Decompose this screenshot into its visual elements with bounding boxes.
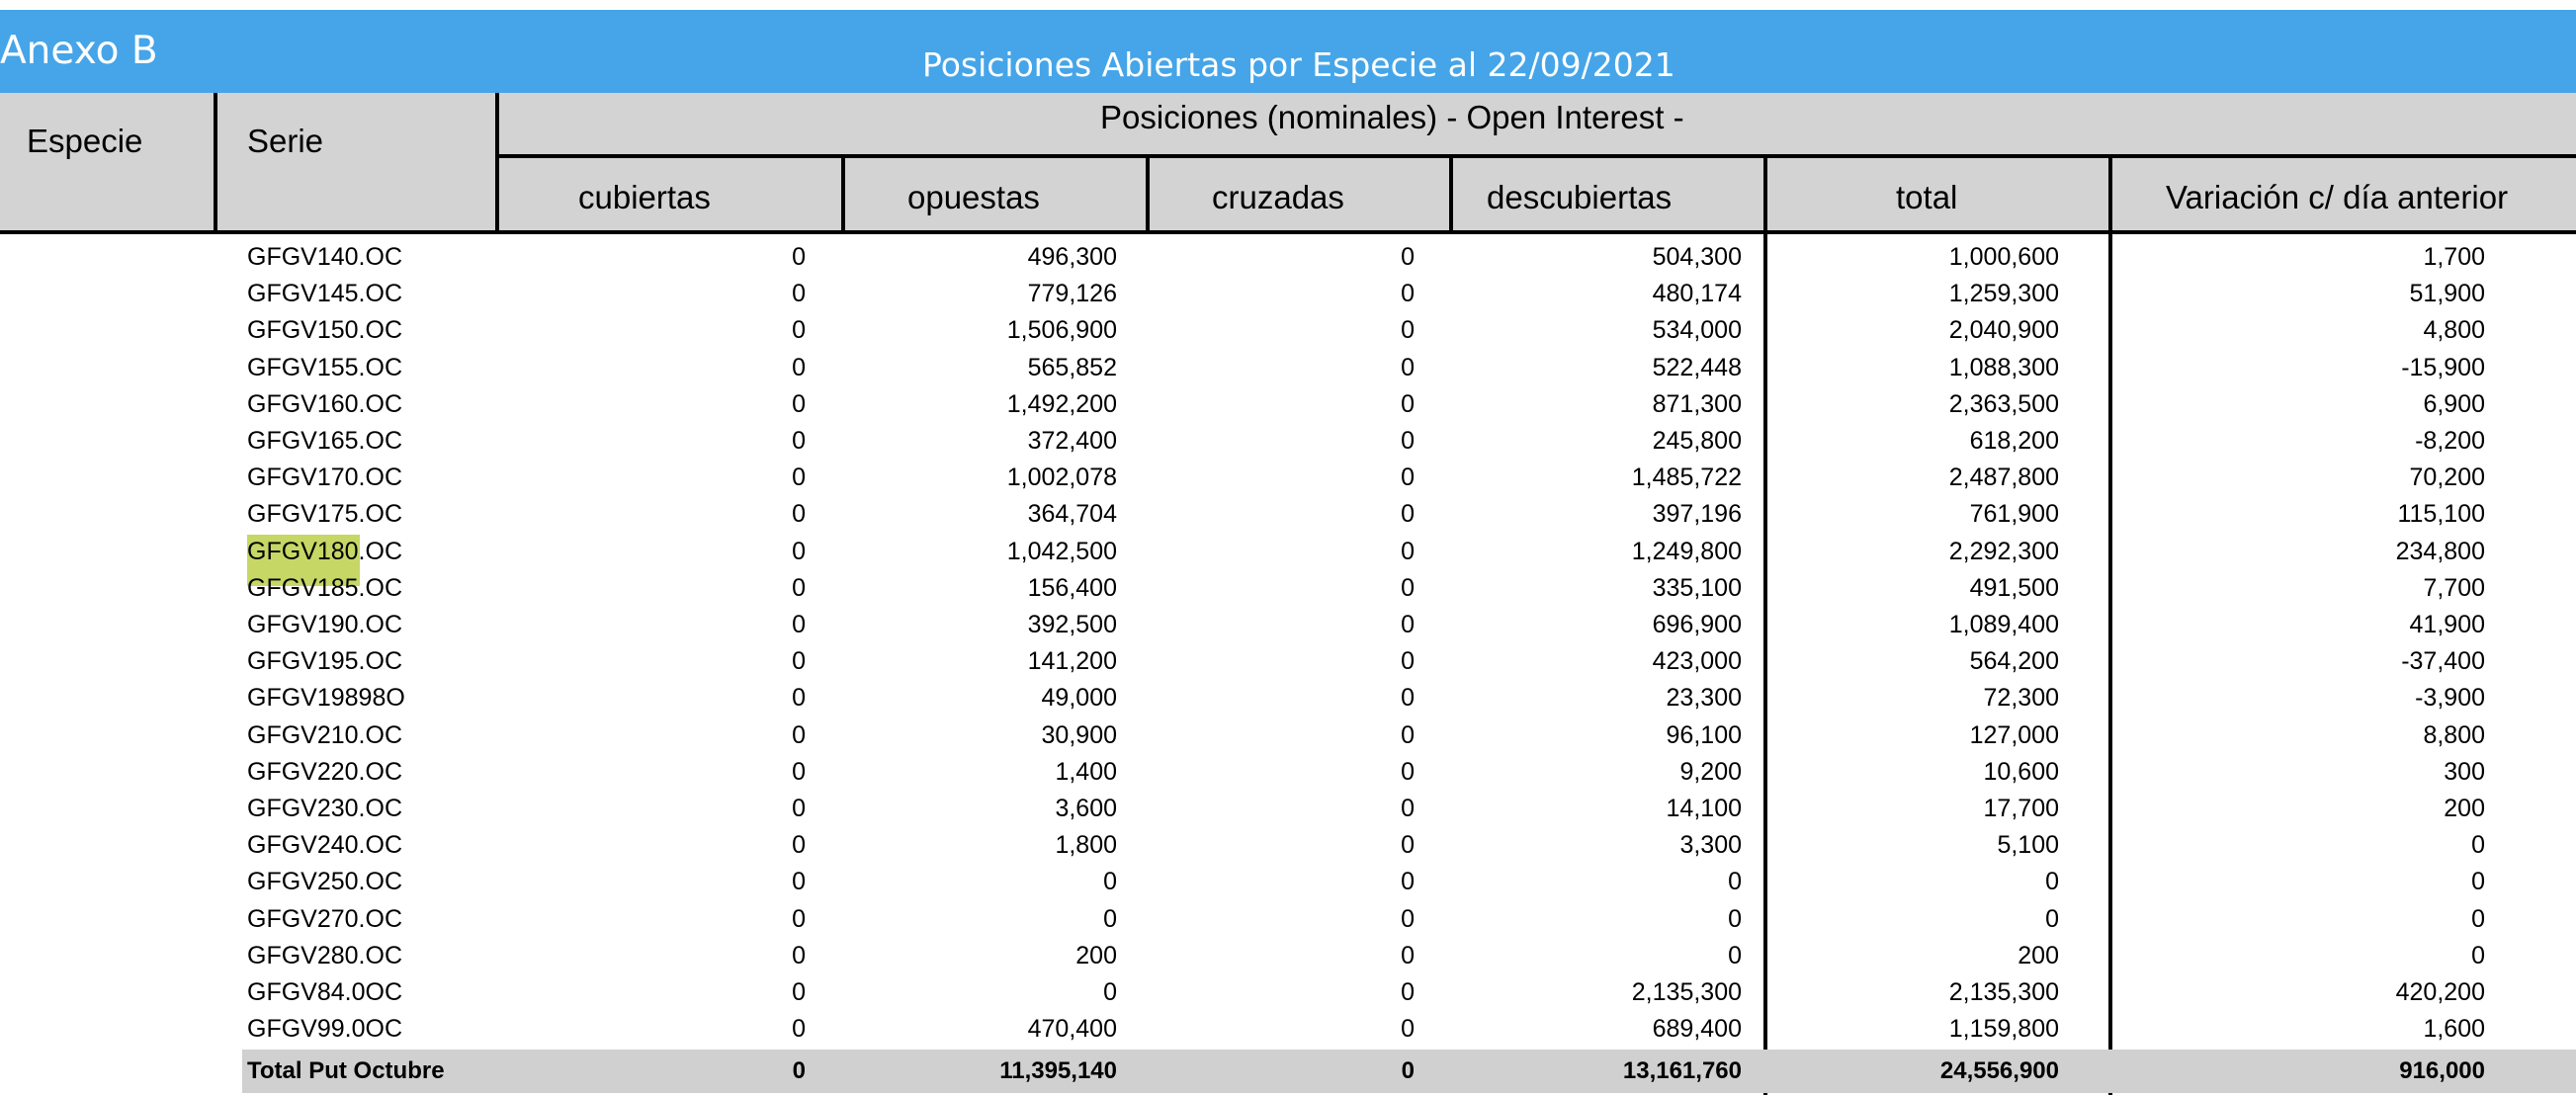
- opuestas-cell: 0: [1103, 978, 1117, 1006]
- descubiertas-cell: 423,000: [1652, 647, 1742, 676]
- table-row: [0, 460, 2576, 496]
- variacion-cell: 8,800: [2423, 720, 2485, 749]
- col-opuestas: opuestas: [907, 179, 1040, 215]
- serie-cell: GFGV160.OC: [247, 389, 402, 418]
- table-row: [0, 1011, 2576, 1048]
- cruzadas-cell: 0: [1401, 684, 1415, 713]
- descubiertas-cell: 480,174: [1652, 280, 1742, 308]
- header-divider: [1146, 156, 1150, 234]
- variacion-cell: 70,200: [2409, 463, 2485, 492]
- cruzadas-cell: 0: [1401, 500, 1415, 529]
- opuestas-cell: 364,704: [1027, 500, 1117, 529]
- variacion-cell: 1,600: [2423, 1015, 2485, 1044]
- opuestas-cell: 1,002,078: [1006, 463, 1117, 492]
- serie-cell: GFGV230.OC: [247, 795, 402, 822]
- descubiertas-cell: 871,300: [1652, 389, 1742, 418]
- table-row: [0, 386, 2576, 423]
- serie-cell: GFGV220.OC: [247, 757, 402, 786]
- descubiertas-cell: 1,485,722: [1631, 463, 1742, 492]
- table-row: [0, 717, 2576, 754]
- serie-cell: GFGV180.OC: [247, 537, 402, 565]
- cubiertas-cell: 0: [792, 978, 806, 1006]
- table-row: [0, 350, 2576, 386]
- variacion-cell: -15,900: [2401, 353, 2485, 381]
- serie-cell: GFGV195.OC: [247, 647, 402, 676]
- cruzadas-cell: 0: [1401, 868, 1415, 896]
- descubiertas-cell: 335,100: [1652, 573, 1742, 602]
- descubiertas-cell: 245,800: [1652, 427, 1742, 455]
- header-divider: [2108, 156, 2112, 234]
- opuestas-cell: 392,500: [1027, 611, 1117, 638]
- serie-cell: GFGV155.OC: [247, 353, 402, 381]
- cubiertas-cell: 0: [792, 684, 806, 713]
- variacion-cell: -8,200: [2415, 427, 2485, 455]
- serie-cell: GFGV250.OC: [247, 868, 402, 896]
- table-row: [0, 791, 2576, 827]
- cubiertas-cell: 0: [792, 611, 806, 638]
- cruzadas-cell: 0: [1401, 427, 1415, 455]
- descubiertas-cell: 397,196: [1652, 500, 1742, 529]
- serie-cell: GFGV150.OC: [247, 316, 402, 345]
- table-row: [0, 496, 2576, 533]
- variacion-cell: -3,900: [2415, 684, 2485, 713]
- total-cell: 0: [2045, 868, 2059, 896]
- total-cell: 200: [2018, 941, 2059, 969]
- descubiertas-cell: 0: [1728, 868, 1742, 896]
- opuestas-cell: 30,900: [1041, 720, 1117, 749]
- opuestas-cell: 3,600: [1055, 795, 1117, 822]
- page-title: Posiciones Abiertas por Especie al 22/09/2021: [922, 45, 1675, 84]
- total-cell: 72,300: [1983, 684, 2059, 713]
- total-cell: 491,500: [1969, 573, 2059, 602]
- cruzadas-cell: 0: [1401, 280, 1415, 308]
- col-group: Posiciones (nominales) - Open Interest -: [1100, 99, 1684, 135]
- opuestas-cell: 496,300: [1027, 243, 1117, 271]
- total-cell: 2,135,300: [1948, 978, 2059, 1006]
- opuestas-cell: 0: [1103, 904, 1117, 933]
- opuestas-cell: 200: [1075, 941, 1117, 969]
- total-label: Total Put Octubre: [247, 1057, 445, 1084]
- total-cell: 2,487,800: [1948, 463, 2059, 492]
- header-divider: [214, 93, 217, 234]
- serie-cell: GFGV140.OC: [247, 243, 402, 271]
- col-descubiertas: descubiertas: [1487, 179, 1673, 215]
- cubiertas-cell: 0: [792, 280, 806, 308]
- cubiertas-cell: 0: [792, 537, 806, 565]
- total-cell: 17,700: [1983, 795, 2059, 822]
- descubiertas-cell: 0: [1728, 904, 1742, 933]
- serie-cell: GFGV185.OC: [247, 573, 402, 602]
- total-variacion: 916,000: [2399, 1057, 2485, 1084]
- table-row: [0, 974, 2576, 1011]
- variacion-cell: 115,100: [2397, 500, 2485, 529]
- total-cubiertas: 0: [792, 1057, 806, 1084]
- variacion-cell: 300: [2444, 757, 2485, 786]
- descubiertas-cell: 9,200: [1679, 757, 1742, 786]
- cruzadas-cell: 0: [1401, 537, 1415, 565]
- cubiertas-cell: 0: [792, 831, 806, 860]
- opuestas-cell: 372,400: [1027, 427, 1117, 455]
- opuestas-cell: 156,400: [1027, 573, 1117, 602]
- descubiertas-cell: 534,000: [1652, 316, 1742, 345]
- cruzadas-cell: 0: [1401, 463, 1415, 492]
- cruzadas-cell: 0: [1401, 243, 1415, 271]
- serie-cell: GFGV190.OC: [247, 611, 402, 638]
- total-cell: 1,000,600: [1948, 243, 2059, 271]
- cubiertas-cell: 0: [792, 941, 806, 969]
- serie-cell: GFGV99.0OC: [247, 1015, 402, 1044]
- col-especie: Especie: [27, 123, 143, 159]
- variacion-cell: 7,700: [2423, 573, 2485, 602]
- table-row: [0, 901, 2576, 938]
- total-cell: 1,259,300: [1948, 280, 2059, 308]
- table-row: [0, 680, 2576, 716]
- opuestas-cell: 1,400: [1055, 757, 1117, 786]
- total-cell: 1,159,800: [1948, 1015, 2059, 1044]
- total-cell: 10,600: [1983, 757, 2059, 786]
- variacion-cell: 200: [2444, 795, 2485, 822]
- serie-cell: GFGV280.OC: [247, 941, 402, 969]
- serie-cell: GFGV165.OC: [247, 427, 402, 455]
- cruzadas-cell: 0: [1401, 831, 1415, 860]
- descubiertas-cell: 696,900: [1652, 611, 1742, 638]
- total-cell: 0: [2045, 904, 2059, 933]
- descubiertas-cell: 3,300: [1679, 831, 1742, 860]
- serie-cell: GFGV170.OC: [247, 463, 402, 492]
- cubiertas-cell: 0: [792, 1015, 806, 1044]
- total-row: [242, 1050, 2576, 1093]
- cruzadas-cell: 0: [1401, 573, 1415, 602]
- col-cruzadas: cruzadas: [1212, 179, 1344, 215]
- table-row: [0, 754, 2576, 791]
- total-opuestas: 11,395,140: [999, 1057, 1117, 1084]
- cubiertas-cell: 0: [792, 427, 806, 455]
- opuestas-cell: 779,126: [1027, 280, 1117, 308]
- opuestas-cell: 141,200: [1027, 647, 1117, 676]
- serie-cell: GFGV145.OC: [247, 280, 402, 308]
- total-cell: 5,100: [1997, 831, 2059, 860]
- cubiertas-cell: 0: [792, 795, 806, 822]
- variacion-cell: 420,200: [2395, 978, 2485, 1006]
- total-cell: 761,900: [1969, 500, 2059, 529]
- variacion-cell: 51,900: [2409, 280, 2485, 308]
- opuestas-cell: 1,506,900: [1006, 316, 1117, 345]
- cubiertas-cell: 0: [792, 316, 806, 345]
- header-divider: [841, 156, 845, 234]
- cubiertas-cell: 0: [792, 353, 806, 381]
- cubiertas-cell: 0: [792, 389, 806, 418]
- opuestas-cell: 0: [1103, 868, 1117, 896]
- descubiertas-cell: 522,448: [1652, 353, 1742, 381]
- cubiertas-cell: 0: [792, 720, 806, 749]
- total-cell: 618,200: [1969, 427, 2059, 455]
- table-row: [0, 312, 2576, 349]
- serie-cell: GFGV210.OC: [247, 720, 402, 749]
- descubiertas-cell: 2,135,300: [1631, 978, 1742, 1006]
- total-descubiertas: 13,161,760: [1622, 1057, 1742, 1084]
- table-row: [0, 534, 2576, 570]
- table-row: [0, 570, 2576, 607]
- cubiertas-cell: 0: [792, 868, 806, 896]
- descubiertas-cell: 23,300: [1666, 684, 1742, 713]
- col-cubiertas: cubiertas: [578, 179, 711, 215]
- descubiertas-cell: 1,249,800: [1631, 537, 1742, 565]
- descubiertas-cell: 14,100: [1666, 795, 1742, 822]
- opuestas-cell: 1,042,500: [1006, 537, 1117, 565]
- header-divider: [1763, 156, 1767, 234]
- total-total: 24,556,900: [1939, 1057, 2059, 1084]
- cubiertas-cell: 0: [792, 647, 806, 676]
- serie-cell: GFGV240.OC: [247, 831, 402, 860]
- serie-cell: GFGV19898O: [247, 684, 405, 713]
- variacion-cell: 0: [2471, 941, 2485, 969]
- total-cell: 2,040,900: [1948, 316, 2059, 345]
- table-row: [0, 423, 2576, 460]
- variacion-cell: 0: [2471, 904, 2485, 933]
- serie-cell: GFGV270.OC: [247, 904, 402, 933]
- serie-cell: GFGV84.0OC: [247, 978, 402, 1006]
- cruzadas-cell: 0: [1401, 904, 1415, 933]
- cubiertas-cell: 0: [792, 463, 806, 492]
- opuestas-cell: 565,852: [1027, 353, 1117, 381]
- col-variacion: Variación c/ día anterior: [2166, 179, 2509, 215]
- variacion-cell: 41,900: [2409, 611, 2485, 638]
- total-cruzadas: 0: [1401, 1057, 1415, 1084]
- cruzadas-cell: 0: [1401, 720, 1415, 749]
- total-cell: 564,200: [1969, 647, 2059, 676]
- cruzadas-cell: 0: [1401, 353, 1415, 381]
- opuestas-cell: 470,400: [1027, 1015, 1117, 1044]
- cruzadas-cell: 0: [1401, 647, 1415, 676]
- descubiertas-cell: 504,300: [1652, 243, 1742, 271]
- variacion-cell: 0: [2471, 868, 2485, 896]
- table-row: [0, 864, 2576, 900]
- cruzadas-cell: 0: [1401, 757, 1415, 786]
- descubiertas-cell: 96,100: [1666, 720, 1742, 749]
- descubiertas-cell: 0: [1728, 941, 1742, 969]
- variacion-cell: 234,800: [2395, 537, 2485, 565]
- variacion-cell: 6,900: [2423, 389, 2485, 418]
- header-divider: [495, 93, 499, 234]
- total-cell: 1,089,400: [1948, 611, 2059, 638]
- annex-label: Anexo B: [0, 29, 158, 73]
- opuestas-cell: 1,800: [1055, 831, 1117, 860]
- cruzadas-cell: 0: [1401, 611, 1415, 638]
- cubiertas-cell: 0: [792, 757, 806, 786]
- cubiertas-cell: 0: [792, 904, 806, 933]
- descubiertas-cell: 689,400: [1652, 1015, 1742, 1044]
- total-cell: 1,088,300: [1948, 353, 2059, 381]
- cubiertas-cell: 0: [792, 500, 806, 529]
- variacion-cell: 1,700: [2423, 243, 2485, 271]
- variacion-cell: 0: [2471, 831, 2485, 860]
- col-total: total: [1896, 179, 1958, 215]
- variacion-cell: 4,800: [2423, 316, 2485, 345]
- total-cell: 2,363,500: [1948, 389, 2059, 418]
- serie-cell: GFGV175.OC: [247, 500, 402, 529]
- variacion-cell: -37,400: [2401, 647, 2485, 676]
- opuestas-cell: 49,000: [1041, 684, 1117, 713]
- table-row: [0, 607, 2576, 643]
- header-bottom-border: [0, 230, 2576, 234]
- cruzadas-cell: 0: [1401, 1015, 1415, 1044]
- table-row: [0, 938, 2576, 974]
- col-serie: Serie: [247, 123, 324, 159]
- total-cell: 127,000: [1969, 720, 2059, 749]
- cruzadas-cell: 0: [1401, 316, 1415, 345]
- cubiertas-cell: 0: [792, 243, 806, 271]
- table-row: [0, 827, 2576, 864]
- total-cell: 2,292,300: [1948, 537, 2059, 565]
- cubiertas-cell: 0: [792, 573, 806, 602]
- cruzadas-cell: 0: [1401, 795, 1415, 822]
- cruzadas-cell: 0: [1401, 389, 1415, 418]
- header-divider: [495, 154, 2576, 158]
- table-row: [0, 643, 2576, 680]
- table-row: [0, 239, 2576, 276]
- opuestas-cell: 1,492,200: [1006, 389, 1117, 418]
- header-divider: [1449, 156, 1453, 234]
- cruzadas-cell: 0: [1401, 978, 1415, 1006]
- table-row: [0, 276, 2576, 312]
- cruzadas-cell: 0: [1401, 941, 1415, 969]
